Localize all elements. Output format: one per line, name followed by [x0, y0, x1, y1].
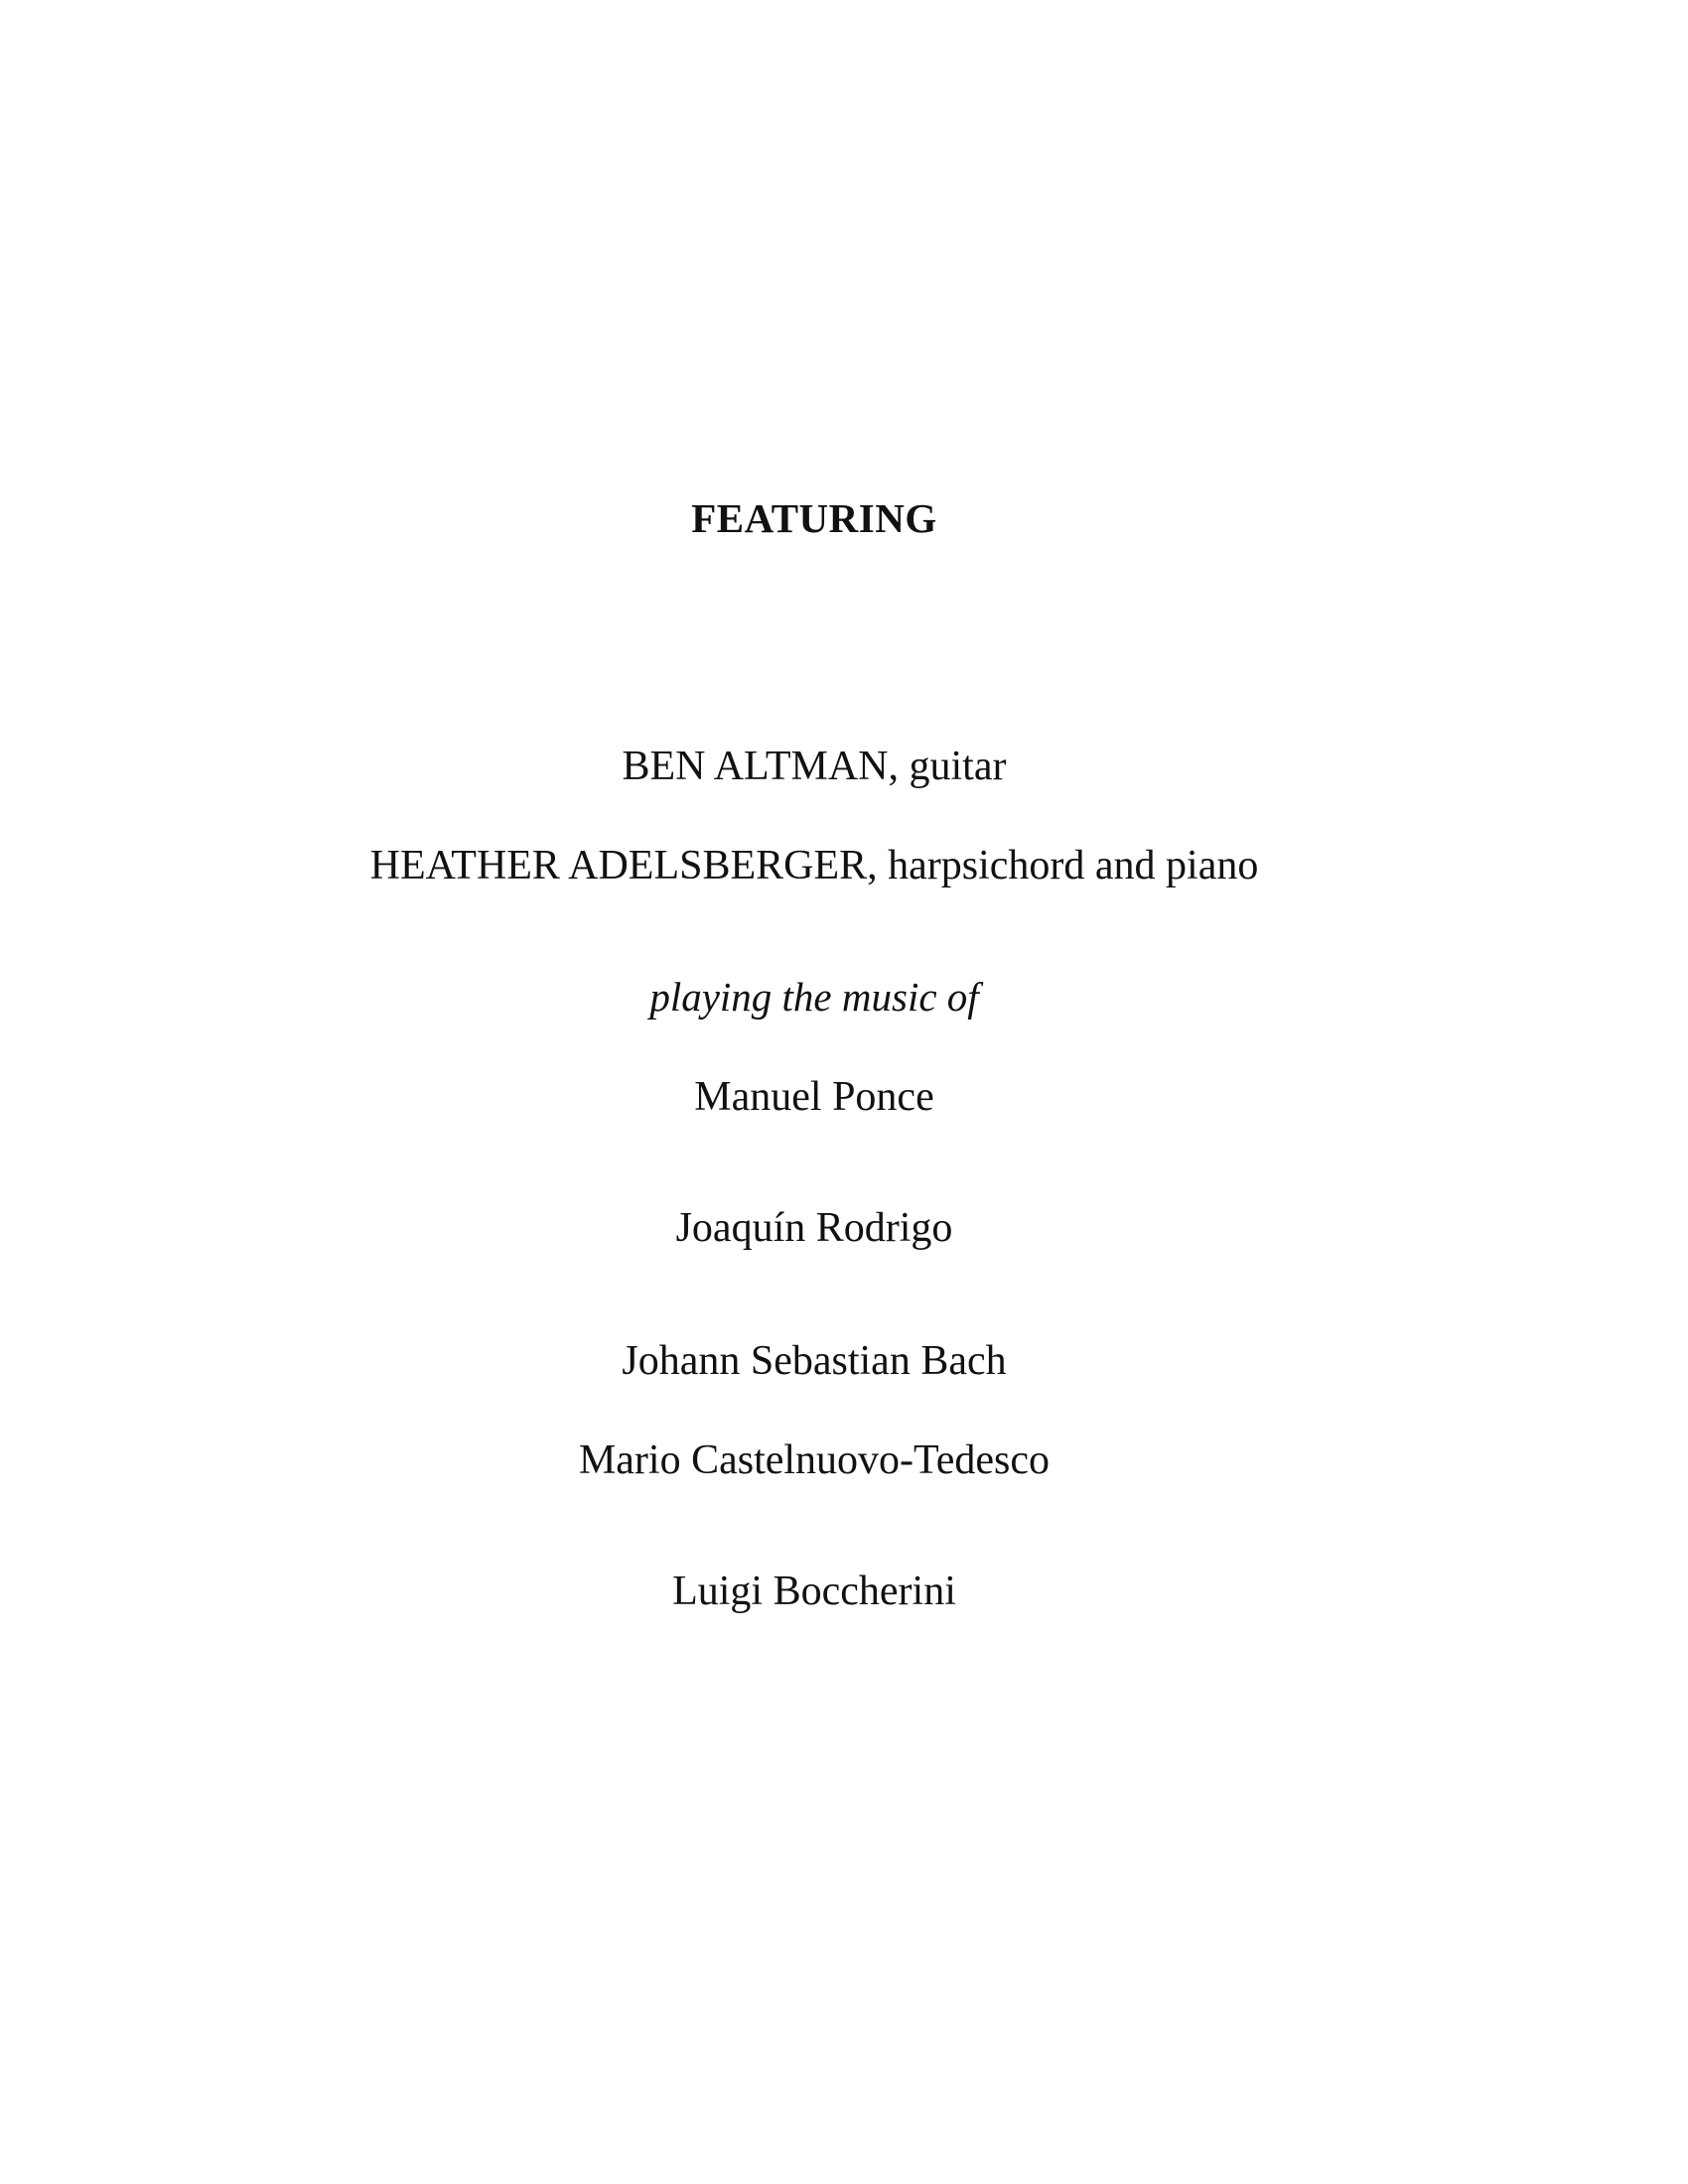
composer-name: Manuel Ponce: [694, 1074, 934, 1120]
composer-name: Joaquín Rodrigo: [675, 1205, 953, 1251]
page-heading: FEATURING: [691, 495, 937, 541]
performer-instrument: , harpsichord and piano: [867, 843, 1259, 888]
performer-line: [0, 746, 1628, 787]
composer-name: Johann Sebastian Bach: [622, 1338, 1007, 1384]
composer-name: Mario Castelnuovo-Tedesco: [578, 1437, 1051, 1483]
performer-instrument: , guitar: [888, 744, 1007, 789]
performer-name: HEATHER ADELSBERGER: [369, 843, 868, 888]
performer-name: BEN ALTMAN: [622, 744, 889, 789]
playing-intro: playing the music of: [649, 974, 979, 1020]
composer-name: Luigi Boccherini: [672, 1569, 956, 1614]
performer-line: [0, 845, 1628, 887]
